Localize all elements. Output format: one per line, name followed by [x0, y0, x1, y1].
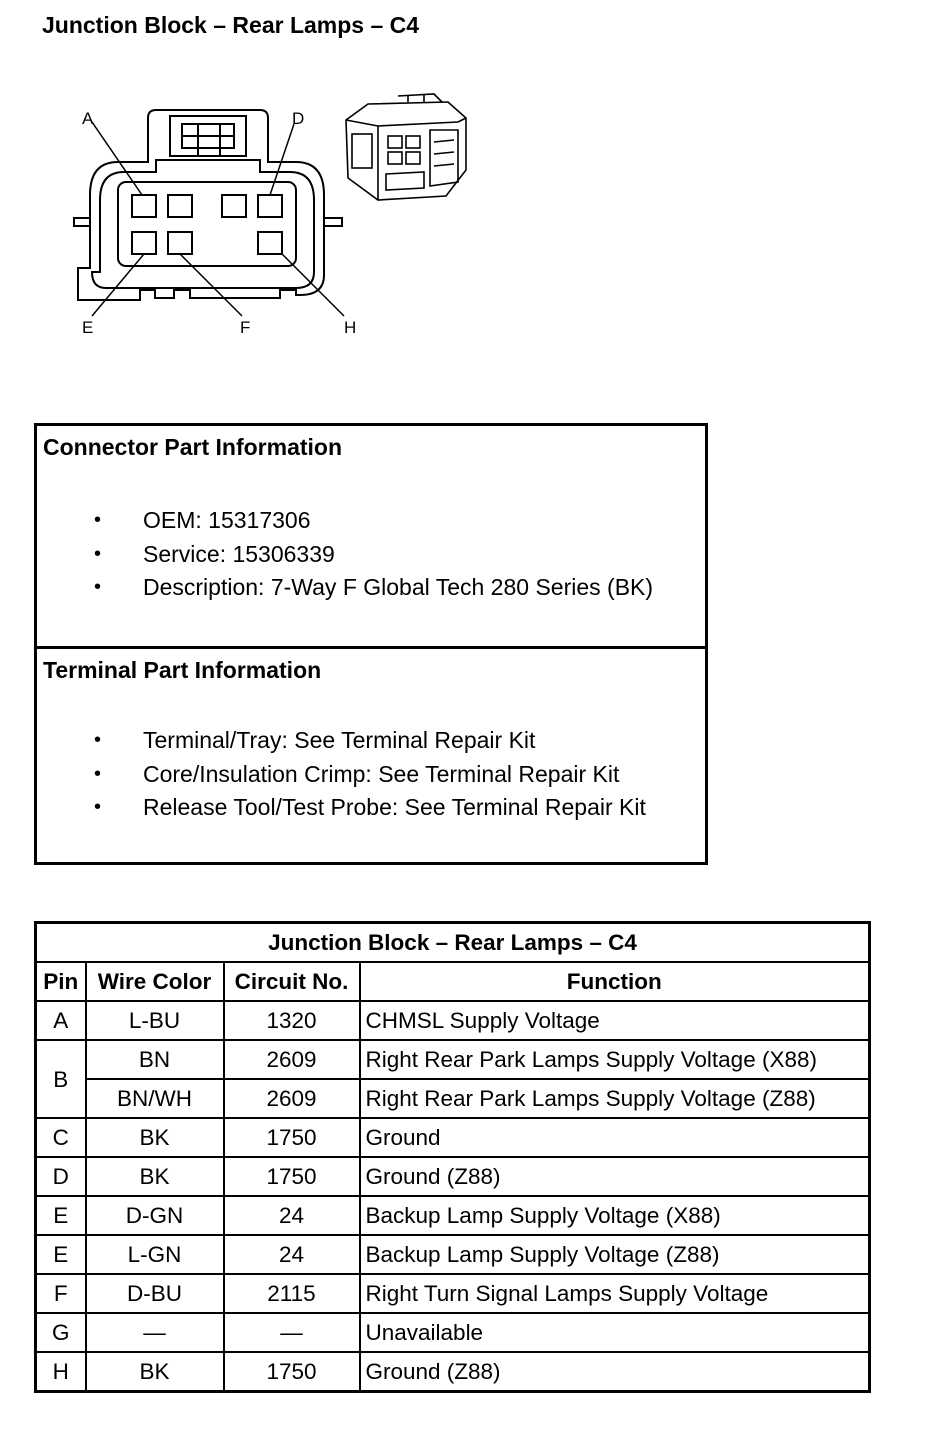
table-row — [36, 1040, 870, 1079]
side-tab-left — [74, 218, 90, 226]
cavity-d — [258, 195, 282, 217]
cell-circuit: 2609 — [224, 1079, 360, 1118]
cell-pin: B — [36, 1040, 86, 1118]
leader-f — [180, 254, 242, 316]
bullet: • — [94, 542, 102, 565]
cell-wire: D-BU — [86, 1274, 224, 1313]
table-row — [36, 1196, 870, 1235]
table-row — [36, 1313, 870, 1352]
cell-circuit: 2115 — [224, 1274, 360, 1313]
header-wire-color: Wire Color — [86, 962, 224, 1001]
cavity-c — [222, 195, 246, 217]
table-row — [36, 1157, 870, 1196]
cell-pin: A — [36, 1001, 86, 1040]
table-header-row — [36, 962, 870, 1001]
cell-pin: F — [36, 1274, 86, 1313]
connector-description: Description: 7-Way F Global Tech 280 Series (BK) — [143, 574, 654, 600]
pin-label-h: H — [344, 318, 357, 337]
pin-table — [34, 921, 871, 1393]
cell-function: Backup Lamp Supply Voltage (X88) — [360, 1196, 870, 1235]
table-row — [36, 1118, 870, 1157]
cell-circuit: — — [224, 1313, 360, 1352]
cell-wire: BN/WH — [86, 1079, 224, 1118]
cavity-a — [132, 195, 156, 217]
cell-circuit: 2609 — [224, 1040, 360, 1079]
cell-circuit: 1750 — [224, 1352, 360, 1392]
connector-oem: OEM: 15317306 — [143, 507, 311, 533]
connector-face-diagram — [60, 100, 370, 340]
cell-wire: D-GN — [86, 1196, 224, 1235]
table-row — [36, 1079, 870, 1118]
connector-service: Service: 15306339 — [143, 540, 335, 567]
cell-function: CHMSL Supply Voltage — [360, 1001, 870, 1040]
cell-pin: G — [36, 1313, 86, 1352]
cell-function: Ground — [360, 1118, 870, 1157]
table-row — [36, 1001, 870, 1040]
cell-function: Right Rear Park Lamps Supply Voltage (Z88) — [360, 1079, 870, 1118]
terminal-tray: Terminal/Tray: See Terminal Repair Kit — [143, 727, 536, 753]
cell-wire: BK — [86, 1352, 224, 1392]
cell-pin: C — [36, 1118, 86, 1157]
housing-outline — [78, 110, 324, 300]
cell-wire: BK — [86, 1157, 224, 1196]
cell-circuit: 1750 — [224, 1157, 360, 1196]
cavity-e — [132, 232, 156, 254]
bullet: • — [94, 729, 102, 751]
connector-illustration — [338, 90, 478, 210]
cavity-b — [168, 195, 192, 217]
pin-label-a: A — [82, 109, 94, 128]
header-circuit-no: Circuit No. — [224, 962, 360, 1001]
cavity-f — [168, 232, 192, 254]
header-pin: Pin — [36, 962, 86, 1001]
cell-function: Backup Lamp Supply Voltage (Z88) — [360, 1235, 870, 1274]
release-tool: Release Tool/Test Probe: See Terminal Repair Kit — [143, 794, 646, 820]
cell-wire: L-BU — [86, 1001, 224, 1040]
cell-circuit: 24 — [224, 1235, 360, 1274]
bullet: • — [94, 762, 102, 785]
cell-wire: BN — [86, 1040, 224, 1079]
cell-pin: H — [36, 1352, 86, 1392]
leader-a — [92, 122, 142, 195]
cell-function: Right Rear Park Lamps Supply Voltage (X88) — [360, 1040, 870, 1079]
part-info-box — [34, 423, 708, 865]
header-function: Function — [360, 962, 870, 1001]
core-insulation-crimp: Core/Insulation Crimp: See Terminal Repair Kit — [143, 760, 620, 787]
cell-circuit: 1750 — [224, 1118, 360, 1157]
pin-label-d: D — [292, 109, 305, 128]
table-title-row — [36, 923, 870, 963]
cell-wire: L-GN — [86, 1235, 224, 1274]
cell-pin: D — [36, 1157, 86, 1196]
pin-label-e: E — [82, 318, 94, 337]
cell-function: Unavailable — [360, 1313, 870, 1352]
side-tab-right — [324, 218, 342, 226]
bullet: • — [94, 576, 102, 598]
cell-function: Ground (Z88) — [360, 1157, 870, 1196]
bullet: • — [94, 509, 102, 531]
pin-label-f: F — [240, 318, 251, 337]
terminal-info-title: Terminal Part Information — [43, 657, 322, 683]
cell-function: Ground (Z88) — [360, 1352, 870, 1392]
table-row — [36, 1235, 870, 1274]
connector-part-info — [37, 426, 705, 649]
table-title: Junction Block – Rear Lamps – C4 — [36, 923, 870, 963]
cell-circuit: 24 — [224, 1196, 360, 1235]
terminal-part-info — [37, 649, 705, 862]
cell-pin: E — [36, 1235, 86, 1274]
housing-inner — [92, 160, 314, 288]
page-title: Junction Block – Rear Lamps – C4 — [42, 12, 420, 38]
connector-info-title: Connector Part Information — [43, 434, 343, 460]
cavity-h — [258, 232, 282, 254]
cell-circuit: 1320 — [224, 1001, 360, 1040]
cell-function: Right Turn Signal Lamps Supply Voltage — [360, 1274, 870, 1313]
cell-wire: — — [86, 1313, 224, 1352]
leader-d — [270, 124, 294, 195]
table-row — [36, 1352, 870, 1392]
table-row — [36, 1274, 870, 1313]
bullet: • — [94, 796, 102, 818]
cell-wire: BK — [86, 1118, 224, 1157]
cell-pin: E — [36, 1196, 86, 1235]
